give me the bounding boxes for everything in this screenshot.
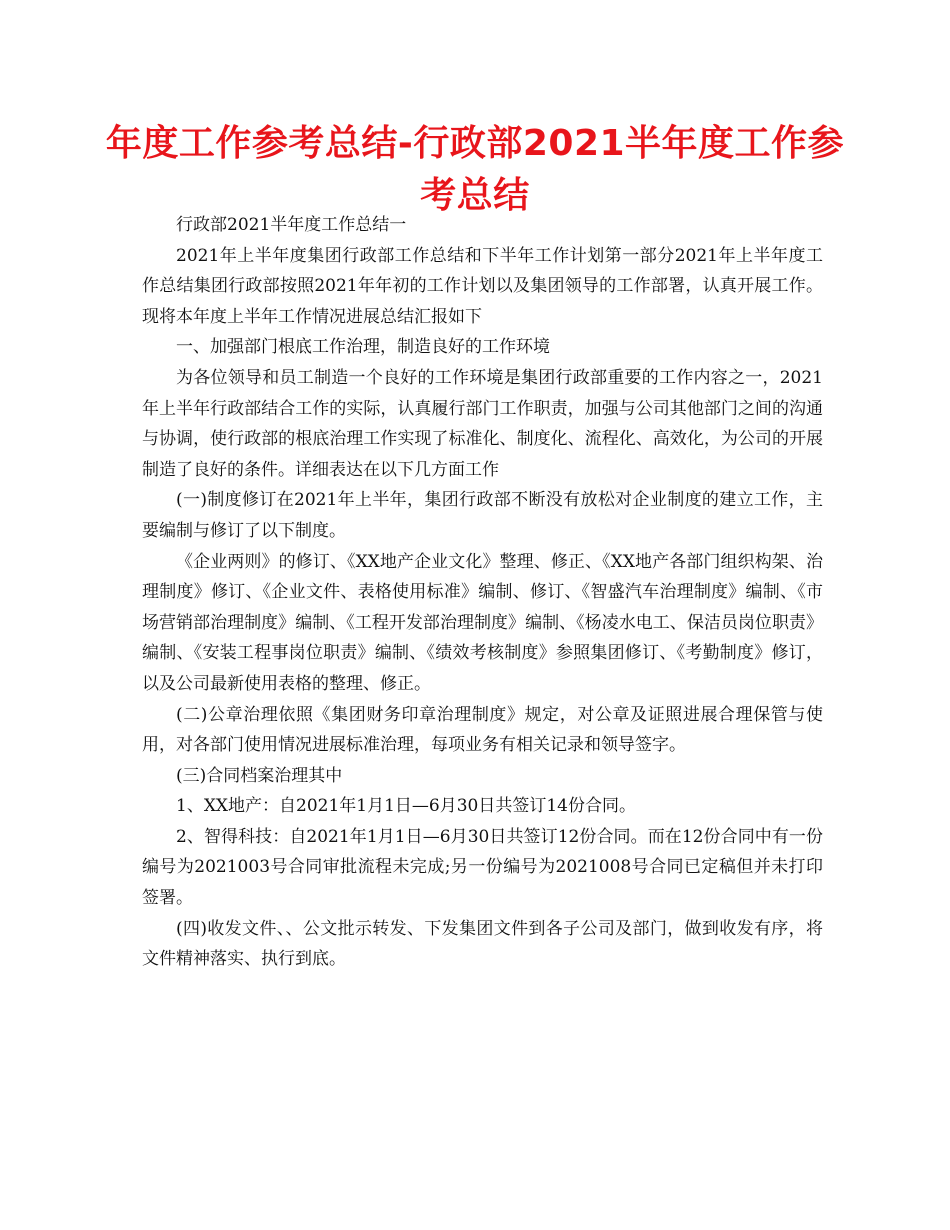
- document-title: 年度工作参考总结-行政部2021半年度工作参考总结: [105, 123, 845, 216]
- paragraph-contract-archive: (三)合同档案治理其中: [176, 765, 343, 786]
- paragraph-intro: 2021年上半年度集团行政部工作总结和下半年工作计划第一部分2021年上半年度工作总结集团行政部按照2021年年初的工作计划以及集团领导的工作部署，认真开展工作。现将本年度上半年工作情况进展总结汇报如下: [142, 245, 823, 327]
- paragraph-contract-2: 2、智得科技：自2021年1月1日—6月30日共签订12份合同。而在12份合同中有一份编号为2021003号合同审批流程未完成;另一份编号为2021008号合同已定稿但并未打印签署。: [142, 826, 823, 909]
- section-heading-1: 一、加强部门根底工作治理，制造良好的工作环境: [176, 337, 550, 358]
- paragraph-system-revision: (一)制度修订在2021年上半年，集团行政部不断没有放松对企业制度的建立工作，主要编制与修订了以下制度。: [142, 490, 823, 541]
- document-body: [142, 210, 823, 975]
- paragraph-contract-1: 1、XX地产：自2021年1月1日—6月30日共签订14份合同。: [176, 796, 636, 817]
- paragraph-heading: 行政部2021半年度工作总结一: [176, 215, 407, 235]
- paragraph-system-list: 《企业两则》的修订、《XX地产企业文化》整理、修正、《XX地产各部门组织构架、治理制度》修订、《企业文件、表格使用标准》编制、修订、《智盛汽车治理制度》编制、《市场营销部治理制度》编制、《工程开发部治理制度》编制、《杨凌水电工、保洁员岗位职责》编制、《安装工程事岗位职责》编制、《绩效考核制度》参照集团修订、《考勤制度》修订，以及公司最新使用表格的整理、修正。: [142, 551, 823, 694]
- paragraph-environment: 为各位领导和员工制造一个良好的工作环境是集团行政部重要的工作内容之一，2021年上半年行政部结合工作的实际，认真履行部门工作职责，加强与公司其他部门之间的沟通与协调，使行政部的根底治理工作实现了标准化、制度化、流程化、高效化，为公司的开展制造了良好的条件。详细表达在以下几方面工作: [142, 367, 823, 480]
- paragraph-documents: (四)收发文件、、公文批示转发、下发集团文件到各子公司及部门，做到收发有序，将文件精神落实、执行到底。: [142, 918, 823, 970]
- paragraph-seal-management: (二)公章治理依照《集团财务印章治理制度》规定，对公章及证照进展合理保管与使用，对各部门使用情况进展标准治理，每项业务有相关记录和领导签字。: [142, 704, 823, 756]
